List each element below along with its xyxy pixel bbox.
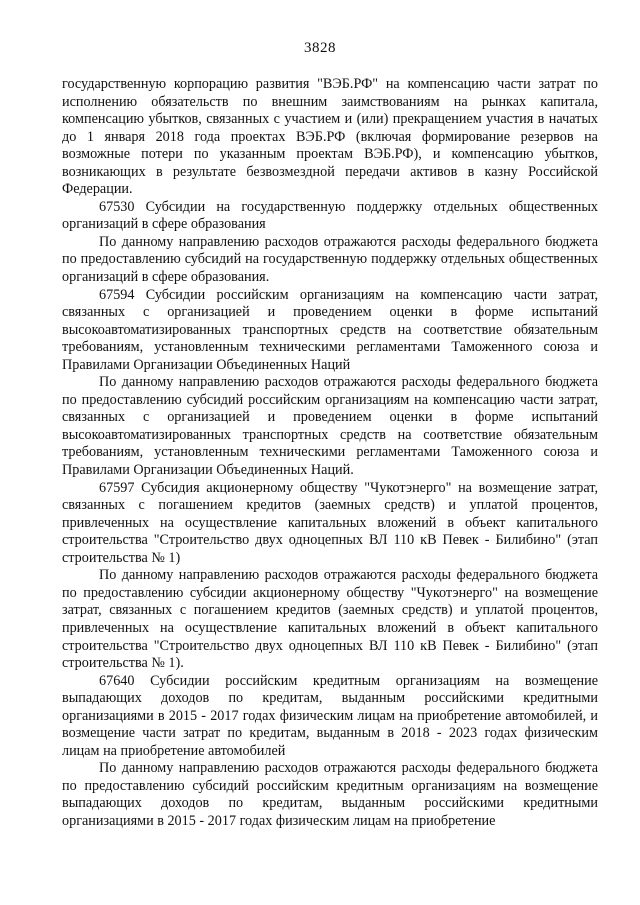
paragraph-67640-description: По данному направлению расходов отражаются расходы федерального бюджета по предоставлению субсидий российским кредитным организациям на возмещение выпадающих доходов по кредитам, выданным российскими кредитными организациями в 2015 - 2017 годах физическим лицам на приобретение (62, 760, 598, 829)
heading-67594: 67594 Субсидии российским организациям на компенсацию части затрат, связанных с организацией и проведением оценки в форме испытаний высокоавтоматизированных транспортных средств на соответствие обязательным требованиям, установленным техническими регламентами Таможенного союза и Правилами Организации Объединенных Наций (62, 286, 598, 373)
page-number: 3828 (304, 40, 336, 56)
heading-67597: 67597 Субсидия акционерному обществу "Чукотэнерго" на возмещение затрат, связанных с погашением кредитов (заемных средств) и уплатой процентов, привлеченных на осуществление капитальных вложений в объект капитального строительства "Строительство двух одноцепных ВЛ 110 кВ Певек - Билибино" (этап строительства № 1) (62, 479, 598, 566)
heading-67640: 67640 Субсидии российским кредитным организациям на возмещение выпадающих доходов по кредитам, выданным российскими кредитными организациями в 2015 - 2017 годах физическим лицам на приобретение автомобилей, и возмещение части затрат по кредитам, выданным в 2018 - 2023 годах физическим лицам на приобретение автомобилей (62, 672, 598, 759)
document-body (62, 76, 598, 831)
paragraph-67530-description: По данному направлению расходов отражаются расходы федерального бюджета по предоставлению субсидий на государственную поддержку отдельных общественных организаций в сфере образования. (62, 233, 598, 286)
paragraph-67594-description: По данному направлению расходов отражаются расходы федерального бюджета по предоставлению субсидий российским организациям на компенсацию части затрат, связанных с организацией и проведением оценки в форме испытаний высокоавтоматизированных транспортных средств на соответствие обязательным требованиям, установленным техническими регламентами Таможенного союза и Правилами Организации Объединенных Наций. (62, 374, 598, 479)
paragraph-67597-description: По данному направлению расходов отражаются расходы федерального бюджета по предоставлению субсидии акционерному обществу "Чукотэнерго" на возмещение затрат, связанных с погашением кредитов (заемных средств) и уплатой процентов, привлеченных на осуществление капитальных вложений в объект капитального строительства "Строительство двух одноцепных ВЛ 110 кВ Певек - Билибино" (этап строительства № 1). (62, 567, 598, 672)
paragraph-continuation: государственную корпорацию развития "ВЭБ.РФ" на компенсацию части затрат по исполнению обязательств по внешним заимствованиям на рынках капитала, компенсацию убытков, связанных с участием и (или) прекращением участия в начатых до 1 января 2018 года проектах ВЭБ.РФ (включая формирование резервов на возможные потери по указанным проектам ВЭБ.РФ), и компенсацию убытков, возникающих в результате безвозмездной передачи активов в казну Российской Федерации. (62, 76, 598, 198)
heading-67530: 67530 Субсидии на государственную поддержку отдельных общественных организаций в сфере образования (62, 198, 598, 233)
